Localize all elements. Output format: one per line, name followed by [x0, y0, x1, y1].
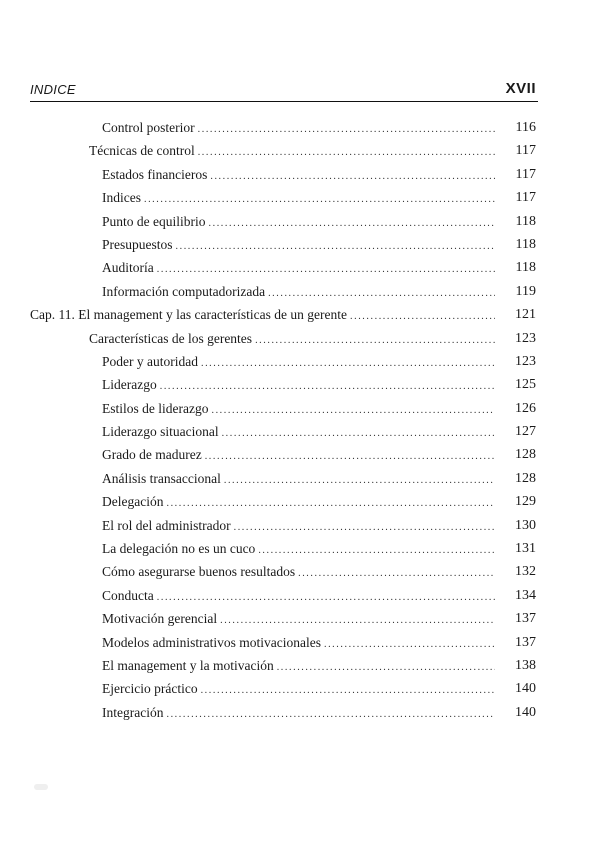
toc-entry-label: Punto de equilibrio — [102, 213, 206, 229]
toc-entry-page: 123 — [515, 353, 536, 369]
toc-entry — [0, 701, 600, 724]
toc-entry-line — [102, 116, 495, 141]
toc-entry-line — [102, 420, 495, 445]
dot-leader — [157, 586, 495, 609]
toc-entry — [0, 467, 600, 490]
toc-entry-label: Análisis transaccional — [102, 470, 221, 486]
toc-entry — [0, 327, 600, 350]
toc-entry — [0, 584, 600, 607]
toc-entry-line — [102, 654, 495, 679]
dot-leader — [176, 235, 496, 258]
toc-entry-label: El rol del administrador — [102, 517, 231, 533]
toc-entry — [0, 514, 600, 537]
page-number-roman: XVII — [505, 80, 536, 97]
toc-entry — [0, 280, 600, 303]
toc-entry — [0, 139, 600, 162]
toc-entry-page: 118 — [515, 260, 536, 276]
toc-entry-label: Presupuestos — [102, 236, 173, 252]
toc-entry-line — [89, 327, 495, 352]
toc-entry — [0, 560, 600, 583]
toc-entry-line — [89, 139, 495, 164]
toc-entry-page: 134 — [515, 587, 536, 603]
dot-leader — [201, 352, 495, 375]
toc-entry — [0, 256, 600, 279]
toc-entry-label: Cómo asegurarse buenos resultados — [102, 564, 296, 580]
dot-leader — [298, 562, 495, 585]
toc-entry-label: Cap. 11. El management y las características de un gerente — [30, 307, 347, 323]
toc-entry-label: Estados financieros — [102, 166, 208, 182]
toc-entry-page: 117 — [515, 190, 536, 206]
toc-entry-line — [102, 373, 495, 398]
toc-entry — [0, 631, 600, 654]
toc-entry-page: 130 — [515, 517, 536, 533]
paper-mark — [34, 784, 48, 790]
dot-leader — [144, 188, 495, 211]
toc-entry-line — [102, 443, 495, 468]
toc-entry — [0, 677, 600, 700]
toc-entry-label: Delegación — [102, 494, 164, 510]
toc-entry-label: Auditoría — [102, 260, 154, 276]
dot-leader — [324, 633, 495, 656]
toc-entry-label: Motivación gerencial — [102, 611, 218, 627]
toc-entry-line — [102, 560, 495, 585]
toc-entry-page: 127 — [515, 424, 536, 440]
toc-entry-page: 129 — [515, 494, 536, 510]
toc-entry-line — [102, 186, 495, 211]
toc-entry-label: Ejercicio práctico — [102, 681, 198, 697]
toc-entry-line — [102, 163, 495, 188]
toc-entry-line — [102, 467, 495, 492]
toc-entry-page: 138 — [515, 657, 536, 673]
toc-entry-page: 118 — [515, 236, 536, 252]
toc-entry-label: El management y la motivación — [102, 657, 274, 673]
toc-entry-line — [102, 397, 495, 422]
toc-entry-page: 137 — [515, 634, 536, 650]
dot-leader — [211, 399, 495, 422]
toc-entry-page: 126 — [515, 400, 536, 416]
toc-entry-label: Liderazgo — [102, 377, 157, 393]
dot-leader — [201, 679, 495, 702]
toc-entry-page: 140 — [515, 704, 536, 720]
toc-entry-label: Grado de madurez — [102, 447, 202, 463]
toc-entry-page: 117 — [515, 143, 536, 159]
toc-entry-label: Características de los gerentes — [89, 330, 253, 346]
toc-entry-page: 137 — [515, 611, 536, 627]
toc-entry-label: Modelos administrativos motivacionales — [102, 634, 321, 650]
toc-entry-label: Conducta — [102, 587, 154, 603]
toc-entry — [0, 163, 600, 186]
dot-leader — [234, 516, 495, 539]
dot-leader — [210, 165, 495, 188]
toc-entry-page: 123 — [515, 330, 536, 346]
toc-entry-page: 128 — [515, 470, 536, 486]
dot-leader — [222, 422, 495, 445]
toc-entry-label: Información computadorizada — [102, 283, 266, 299]
toc-entry — [0, 303, 600, 326]
toc-entry-label: La delegación no es un cuco — [102, 541, 256, 557]
toc-entry-line — [102, 280, 495, 305]
toc-entry-line — [102, 677, 495, 702]
toc-entry — [0, 373, 600, 396]
toc-entry-page: 132 — [515, 564, 536, 580]
dot-leader — [198, 141, 495, 164]
toc-entry — [0, 210, 600, 233]
toc-entry-line — [102, 537, 495, 562]
toc-entry-line — [102, 514, 495, 539]
toc-entry-page: 125 — [515, 377, 536, 393]
running-header — [30, 80, 536, 102]
toc-entry-line — [102, 256, 495, 281]
toc-entry — [0, 443, 600, 466]
toc-entry-line — [102, 490, 495, 515]
toc-entry — [0, 654, 600, 677]
toc-entry-line — [102, 210, 495, 235]
toc-entry-label: Liderazgo situacional — [102, 424, 219, 440]
toc-entry-page: 117 — [515, 166, 536, 182]
toc-entry-page: 131 — [515, 541, 536, 557]
header-divider — [30, 101, 538, 102]
dot-leader — [258, 539, 495, 562]
toc-entry-page: 119 — [515, 283, 536, 299]
dot-leader — [255, 329, 495, 352]
toc-entry-line — [102, 631, 495, 656]
dot-leader — [268, 282, 495, 305]
toc-entry-line — [102, 607, 495, 632]
toc-entry — [0, 116, 600, 139]
toc-entry-page: 118 — [515, 213, 536, 229]
toc-entry — [0, 397, 600, 420]
dot-leader — [166, 703, 495, 726]
toc-entry-label: Técnicas de control — [89, 143, 195, 159]
dot-leader — [209, 212, 496, 235]
toc-entry-label: Control posterior — [102, 120, 195, 135]
toc-entry-line — [102, 233, 495, 258]
toc-entry — [0, 490, 600, 513]
toc-entry-label: Estilos de liderazgo — [102, 400, 209, 416]
dot-leader — [198, 118, 495, 141]
toc-entry-label: Integración — [102, 704, 164, 720]
dot-leader — [166, 492, 495, 515]
toc-entry-line — [102, 584, 495, 609]
toc-entry-page: 128 — [515, 447, 536, 463]
dot-leader — [205, 445, 495, 468]
toc-entry — [0, 350, 600, 373]
dot-leader — [157, 258, 495, 281]
toc-entry-label: Poder y autoridad — [102, 353, 198, 369]
toc-entry — [0, 186, 600, 209]
toc-entry-line — [30, 303, 495, 328]
dot-leader — [350, 305, 495, 328]
toc-entry-label: Indices — [102, 190, 141, 206]
toc-entry-page: 121 — [515, 307, 536, 323]
toc-entry — [0, 537, 600, 560]
dot-leader — [224, 469, 495, 492]
toc-entry — [0, 420, 600, 443]
toc-entry-page: 116 — [515, 120, 536, 135]
toc-entry-page: 140 — [515, 681, 536, 697]
toc-entry-line — [102, 701, 495, 726]
dot-leader — [277, 656, 495, 679]
table-of-contents — [0, 116, 600, 724]
toc-entry — [0, 607, 600, 630]
toc-entry — [0, 233, 600, 256]
dot-leader — [220, 609, 495, 632]
section-title: INDICE — [30, 82, 76, 97]
dot-leader — [160, 375, 495, 398]
toc-entry-line — [102, 350, 495, 375]
